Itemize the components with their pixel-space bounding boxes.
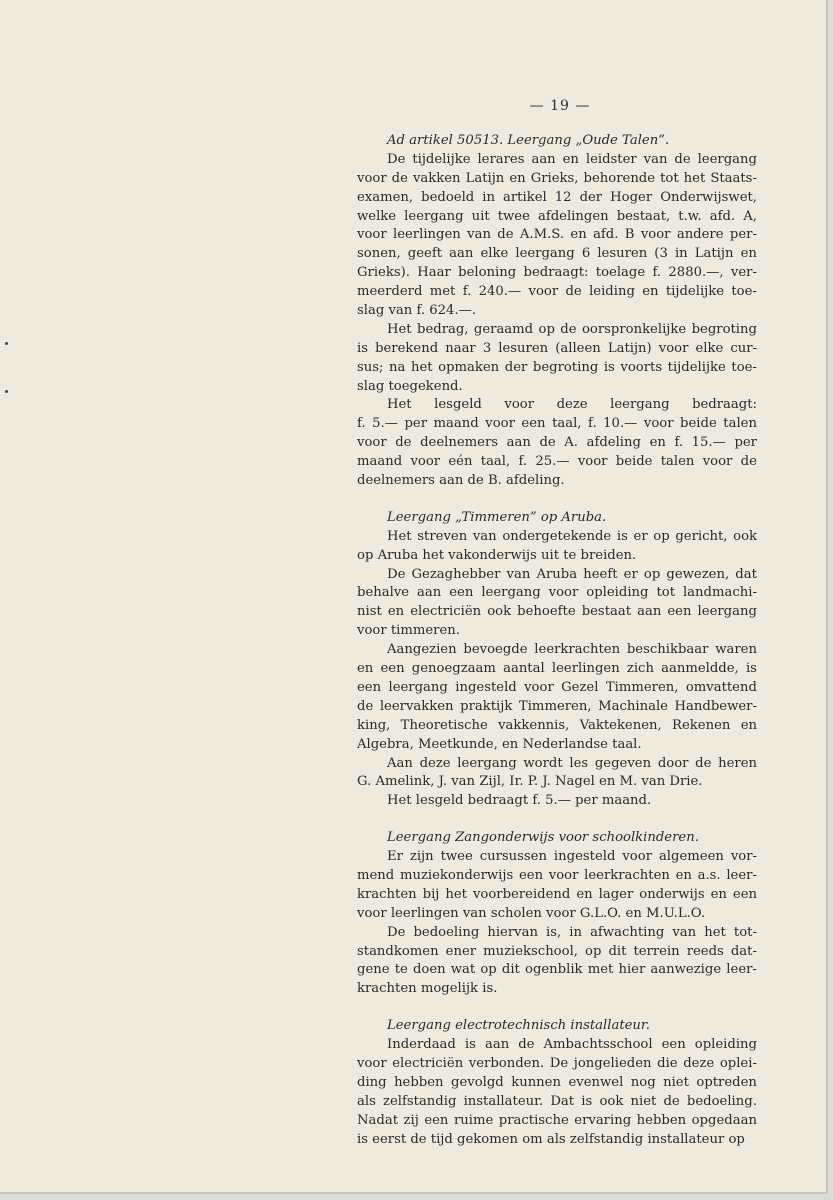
text-column [357,132,757,1149]
text-line: voor de vakken Latijn en Grieks, behorende tot het Staats- [357,170,757,186]
section-heading: Leergang electrotechnisch installateur. [387,1018,650,1034]
text-line: behalve aan een leergang voor opleiding tot landmachi- [357,585,757,601]
text-line: Inderdaad is aan de Ambachtsschool een opleiding [387,1037,757,1053]
text-line: examen, bedoeld in artikel 12 der Hoger Onderwijswet, [357,189,757,205]
section-gap [357,491,757,509]
text-line: slag van f. 624.—. [357,303,477,319]
text-line: sonen, geeft aan elke leergang 6 lesuren (3 in Latijn en [357,246,757,262]
text-line: deelnemers aan de B. afdeling. [357,473,565,489]
text-line: king, Theoretische vakkennis, Vaktekenen, Rekenen en [357,717,757,733]
text-line: gene te doen wat op dit ogenblik met hier aanwezige leer- [357,962,757,978]
text-line: als zelfstandig installateur. Dat is ook niet de bedoeling. [357,1093,757,1109]
text-line: Er zijn twee cursussen ingesteld voor algemeen vor- [387,849,757,865]
text-line: Algebra, Meetkunde, en Nederlandse taal. [357,736,642,752]
text-line: Grieks). Haar beloning bedraagt: toelage f. 2880.—, ver- [357,265,757,281]
text-line: welke leergang uit twee afdelingen bestaat, t.w. afd. A, [357,208,757,224]
margin-dot [5,390,8,393]
text-line: voor timmeren. [357,623,460,639]
text-line: maand voor eén taal, f. 25.— voor beide talen voor de [357,454,757,470]
text-line: Het lesgeld voor deze leergang bedraagt: [387,397,757,413]
text-line: Aangezien bevoegde leerkrachten beschikbaar waren [387,642,757,658]
text-line: de leervakken praktijk Timmeren, Machinale Handbewer- [357,698,757,714]
text-line: op Aruba het vakonderwijs uit te breiden. [357,547,637,563]
section-gap [357,999,757,1017]
text-line: slag toegekend. [357,378,463,394]
text-line: Nadat zij een ruime practische ervaring hebben opgedaan [357,1112,757,1128]
text-line: is eerst de tijd gekomen om als zelfstandig installateur op [357,1131,745,1147]
text-line: Het streven van ondergetekende is er op gericht, ook [387,528,757,544]
section-heading: Leergang Zangonderwijs voor schoolkinderen. [387,830,699,846]
text-line: voor electriciën verbonden. De jongelieden die deze oplei- [357,1055,757,1071]
text-line: mend muziekonderwijs een voor leerkrachten en a.s. leer- [357,867,757,883]
text-line: De tijdelijke lerares aan en leidster van de leergang [387,151,757,167]
text-line: een leergang ingesteld voor Gezel Timmeren, omvattend [357,679,757,695]
section-heading: Ad artikel 50513. Leergang „Oude Talen”. [387,133,670,148]
margin-dot [5,342,8,345]
text-line: Het lesgeld bedraagt f. 5.— per maand. [387,793,652,809]
text-line: ding hebben gevolgd kunnen evenwel nog niet optreden [357,1074,757,1090]
text-line: Aan deze leergang wordt les gegeven door de heren [387,755,757,771]
text-line: De Gezaghebber van Aruba heeft er op gewezen, dat [387,566,757,582]
section-gap [357,811,757,829]
text-line: en een genoegzaam aantal leerlingen zich aanmeldde, is [357,661,757,677]
text-line: f. 5.— per maand voor een taal, f. 10.— voor beide talen [357,416,757,432]
text-line: sus; na het opmaken der begroting is voorts tijdelijke toe- [357,359,757,375]
text-line: krachten mogelijk is. [357,981,498,997]
text-line: G. Amelink, J. van Zijl, Ir. P. J. Nagel en M. van Drie. [357,774,703,790]
text-line: voor leerlingen van de A.M.S. en afd. B voor andere per- [357,227,757,243]
page-number: — 19 — [529,98,591,114]
text-line: meerderd met f. 240.— voor de leiding en tijdelijke toe- [357,284,757,300]
text-line: Het bedrag, geraamd op de oorspronkelijke begroting [387,321,757,337]
text-line: is berekend naar 3 lesuren (alleen Latijn) voor elke cur- [357,340,757,356]
text-line: standkomen ener muziekschool, op dit terrein reeds dat- [357,943,757,959]
text-line: De bedoeling hiervan is, in afwachting van het tot- [387,924,757,940]
text-line: krachten bij het voorbereidend en lager onderwijs en een [357,886,757,902]
text-line: voor de deelnemers aan de A. afdeling en f. 15.— per [357,435,757,451]
section-heading: Leergang „Timmeren” op Aruba. [387,509,607,525]
text-line: voor leerlingen van scholen voor G.L.O. en M.U.L.O. [357,905,706,921]
text-line: nist en electriciën ook behoefte bestaat aan een leergang [357,604,757,620]
